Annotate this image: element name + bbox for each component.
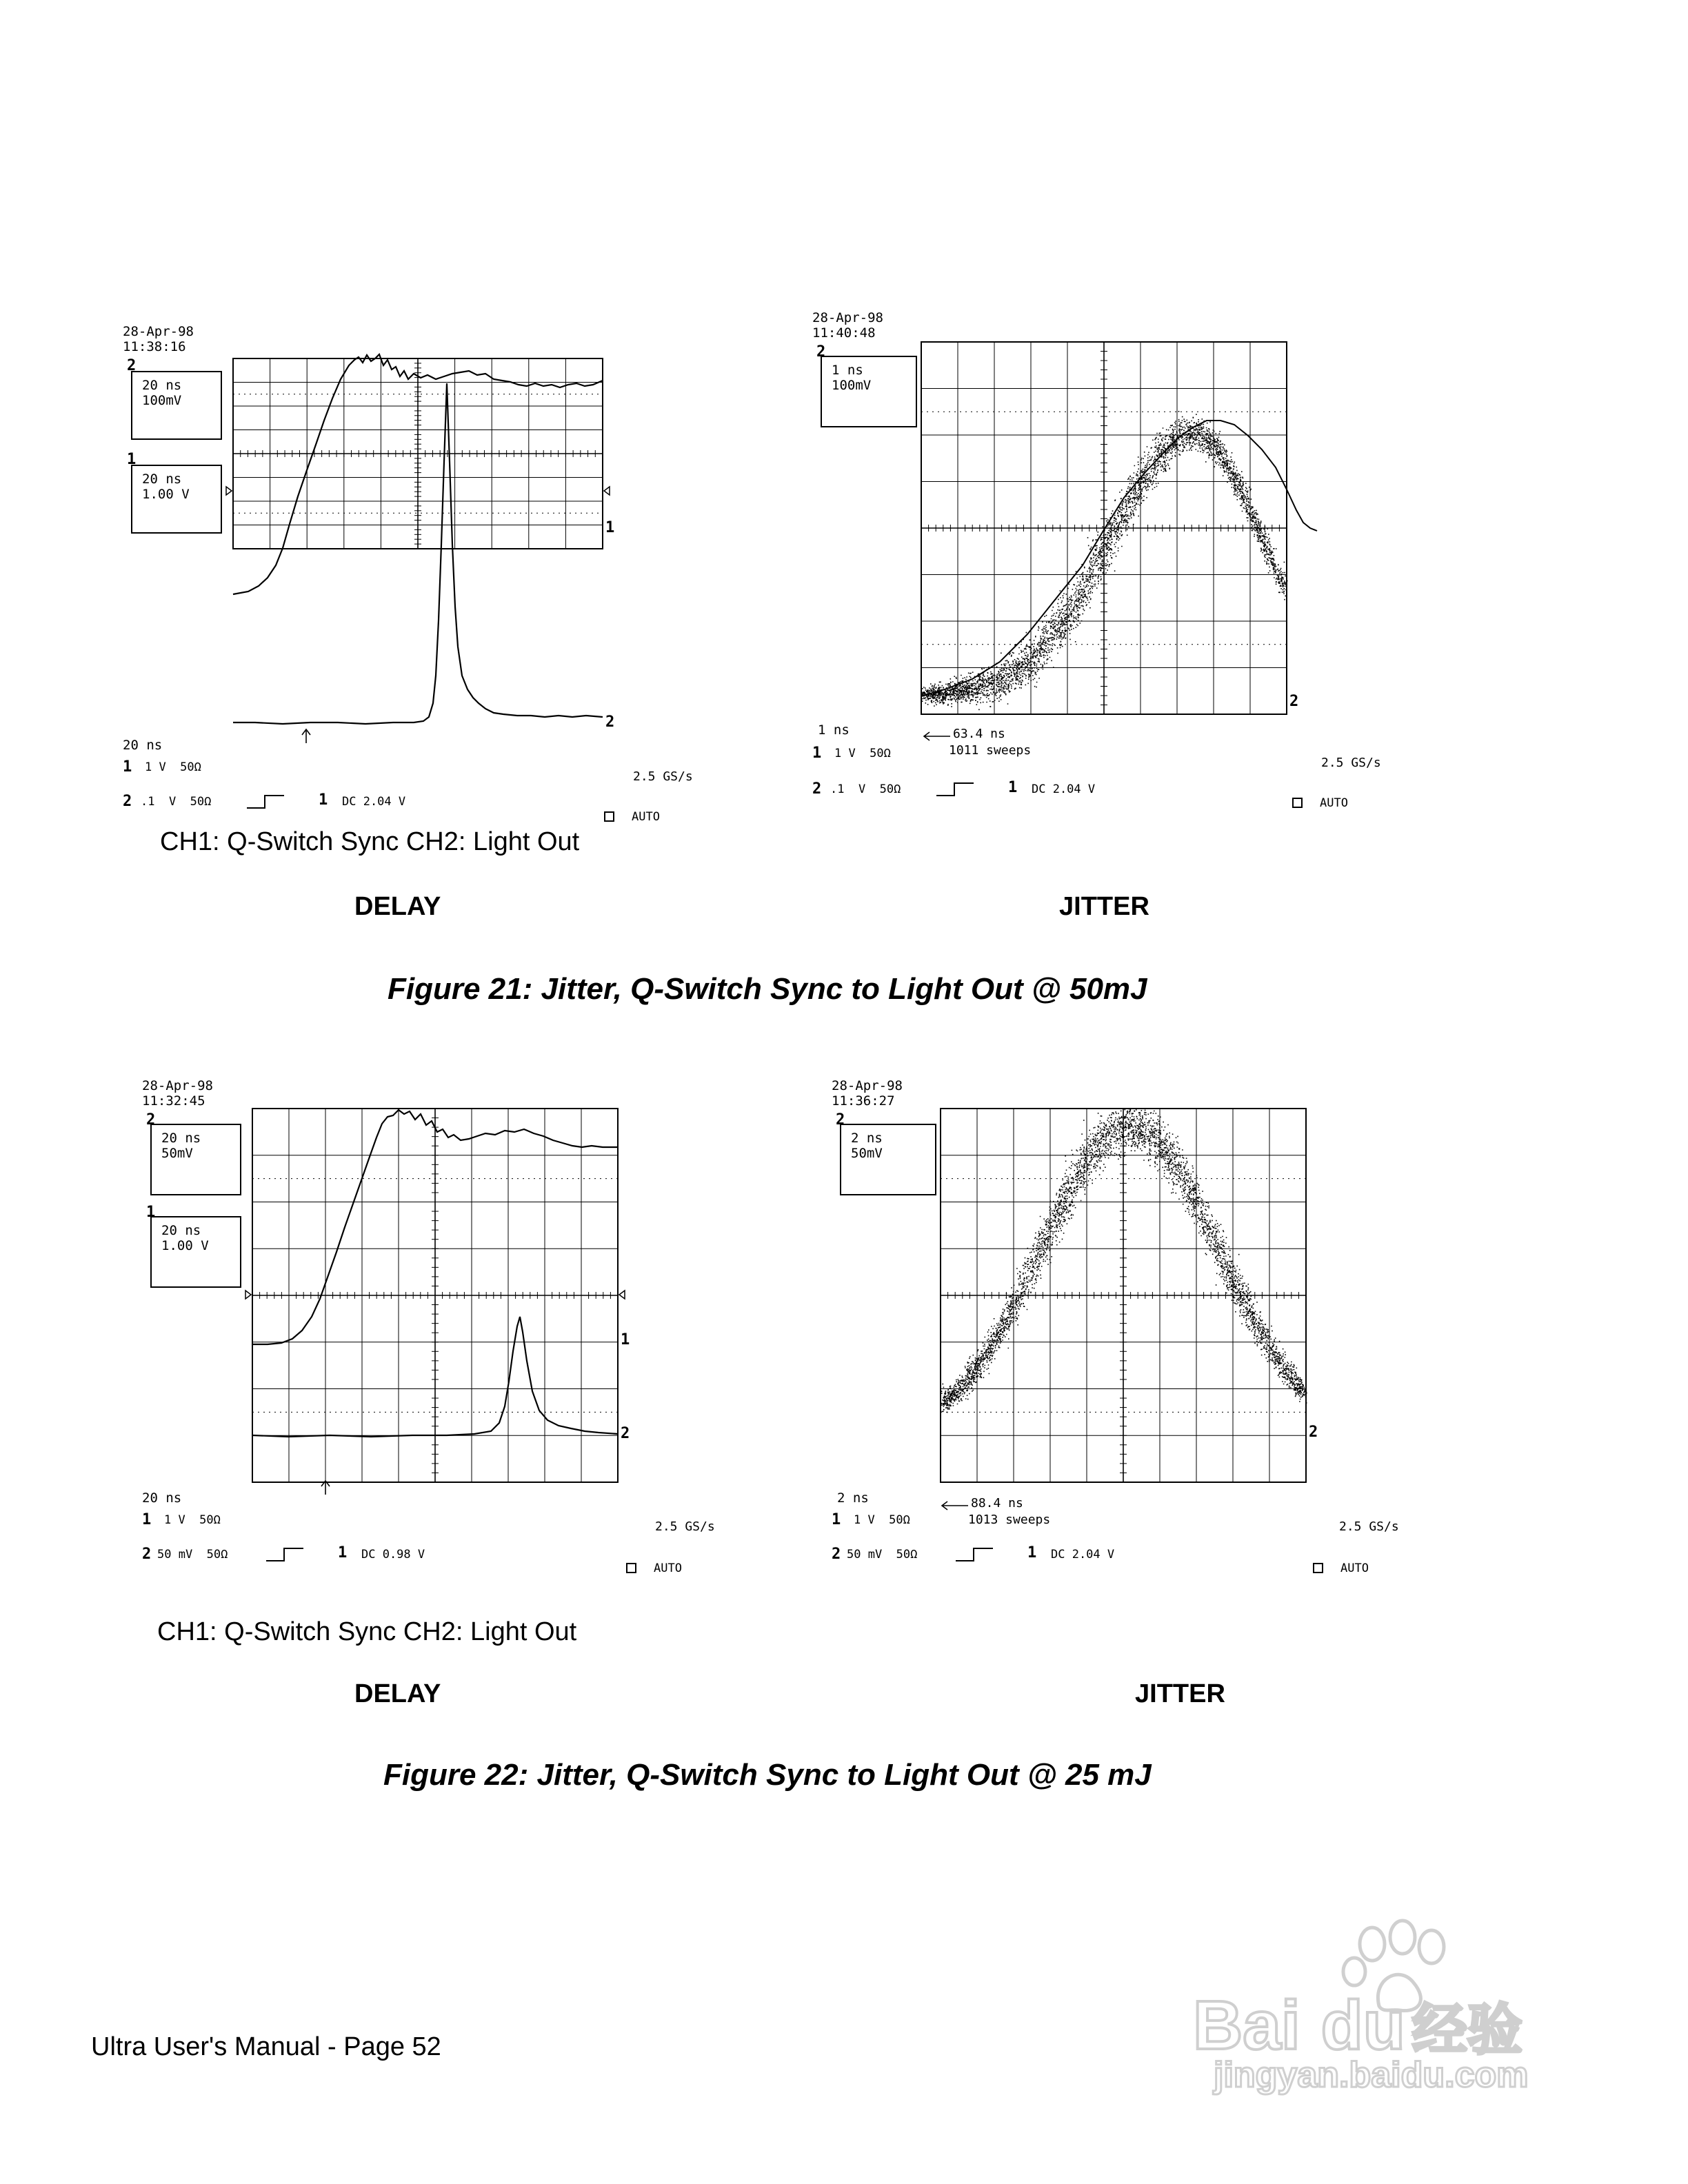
trigger-edge-icon [245,791,287,812]
offset-arrow-icon [923,731,952,742]
ch2-box-number: 2 [127,357,137,374]
watermark-brand-du: du [1320,1987,1405,2064]
sample-rate: 2.5 GS/s [1321,756,1381,770]
ch1-readout: 1 V 50Ω [164,1513,221,1527]
fig22-delay-scope [137,1071,730,1595]
ch1-readout-number: 1 [832,1511,841,1528]
ch2-timebase: 20 ns [161,1131,201,1146]
trigger-position-arrow [302,729,310,743]
offset-readout: 63.4 ns [953,727,1005,741]
acquire-mode-icon [1292,798,1303,808]
fig22-channel-caption: CH1: Q-Switch Sync CH2: Light Out [157,1617,577,1646]
baidu-watermark [1193,1917,1593,2095]
ch2-box-number: 2 [146,1111,156,1129]
ch1-box-number: 1 [146,1204,156,1221]
timebase-readout: 2 ns [837,1490,869,1506]
fig21-delay-label: DELAY [354,892,441,921]
ch2-timebase: 20 ns [142,378,182,393]
fig21-channel-caption: CH1: Q-Switch Sync CH2: Light Out [160,827,580,856]
acquire-mode-icon [626,1563,636,1573]
ch2-readout-number: 2 [123,793,132,810]
scope-time: 11:36:27 [832,1093,895,1109]
acquire-mode: AUTO [1320,796,1348,810]
scope-grid [233,358,603,549]
scope-screen [117,317,703,841]
ch1-ground-marker: 1 [605,519,615,536]
trigger-level-arrow-right [619,1291,625,1299]
ch1-volts: 1.00 V [142,487,190,502]
sample-rate: 2.5 GS/s [655,1519,715,1534]
fig22-title: Figure 22: Jitter, Q-Switch Sync to Light Out @ 25 mJ [383,1758,1152,1792]
jitter-scatter-cloud [941,1109,1307,1413]
trigger-source-number: 1 [319,791,328,809]
fig22-jitter-label: JITTER [1135,1679,1225,1708]
ch1-readout: 1 V 50Ω [145,760,201,774]
sweeps-readout: 1013 sweeps [968,1513,1051,1527]
offset-arrow-icon [941,1500,969,1511]
ch1-readout-number: 1 [142,1511,152,1528]
trigger-readout: DC 0.98 V [361,1548,425,1561]
scope-date: 28-Apr-98 [142,1078,213,1093]
jitter-scatter-cloud [921,412,1287,710]
scope-screen [826,1071,1447,1595]
fig21-delay-scope [117,317,703,841]
ch2-readout-number: 2 [142,1546,152,1563]
trigger-source-number: 1 [338,1544,348,1561]
trigger-readout: DC 2.04 V [1032,782,1096,796]
ch2-box-number: 2 [836,1111,845,1129]
ch2-ground-marker: 2 [1289,693,1299,710]
trigger-edge-icon [954,1544,996,1565]
ch2-readout-number: 2 [832,1546,841,1563]
fig21-jitter-label: JITTER [1059,892,1149,921]
trigger-readout: DC 2.04 V [1051,1548,1115,1561]
scope-time: 11:40:48 [812,325,876,341]
trigger-source-number: 1 [1027,1544,1037,1561]
acquire-mode: AUTO [654,1561,682,1575]
acquire-mode: AUTO [1340,1561,1369,1575]
ch2-box-number: 2 [816,343,826,361]
fig22-delay-label: DELAY [354,1679,441,1708]
ch1-readout: 1 V 50Ω [854,1513,910,1527]
watermark-brand-cn: 经验 [1411,1999,1523,2061]
ch2-timebase: 2 ns [851,1131,883,1146]
scope-date: 28-Apr-98 [812,310,883,325]
ch2-readout-number: 2 [812,780,822,798]
offset-readout: 88.4 ns [971,1496,1023,1510]
ch2-readout: .1 V 50Ω [141,795,212,809]
ch2-volts: 50mV [851,1146,883,1161]
ch2-readout: 50 mV 50Ω [847,1548,918,1561]
ch1-readout-number: 1 [812,745,822,762]
acquire-mode-icon [1313,1563,1323,1573]
scope-time: 11:38:16 [123,339,186,354]
ch2-ground-marker: 2 [605,714,615,731]
scope-grid [941,1109,1306,1482]
ch1-ground-marker: 1 [621,1331,630,1348]
timebase-readout: 20 ns [142,1490,182,1506]
fig21-title: Figure 21: Jitter, Q-Switch Sync to Light Out @ 50mJ [388,972,1147,1006]
trigger-edge-icon [265,1544,306,1565]
ch2-ground-marker: 2 [1309,1424,1318,1441]
ch2-ground-marker: 2 [621,1425,630,1442]
trigger-level-arrow-left [245,1291,251,1299]
ch1-timebase: 20 ns [142,472,182,487]
watermark-url: jingyan.baidu.com [1214,2055,1529,2095]
scope-date: 28-Apr-98 [123,324,194,339]
ch2-readout: 50 mV 50Ω [157,1548,228,1561]
fig21-jitter-scope [807,303,1427,841]
trigger-level-arrow-right [604,487,610,495]
ch2-readout: .1 V 50Ω [830,782,901,796]
sweeps-readout: 1011 sweeps [949,743,1032,758]
timebase-readout: 1 ns [818,722,850,738]
fig22-jitter-scope [826,1071,1447,1595]
trigger-source-number: 1 [1008,779,1018,796]
scope-time: 11:32:45 [142,1093,205,1109]
scope-screen [137,1071,730,1595]
ch2-volts: 100mV [142,393,182,408]
timebase-readout: 20 ns [123,738,163,753]
ch2-timebase: 1 ns [832,363,863,378]
trigger-edge-icon [935,779,976,800]
sample-rate: 2.5 GS/s [633,769,693,784]
sample-rate: 2.5 GS/s [1339,1519,1399,1534]
watermark-brand [1193,1985,1523,2065]
acquire-mode-icon [604,811,614,822]
average-trace [921,421,1317,696]
scope-date: 28-Apr-98 [832,1078,903,1093]
watermark-brand-bai: Bai [1193,1987,1300,2064]
ch1-volts: 1.00 V [161,1238,209,1253]
ch2-volts: 100mV [832,378,872,393]
ch1-box-number: 1 [127,451,137,468]
ch2-volts: 50mV [161,1146,193,1161]
ch1-readout: 1 V 50Ω [834,747,891,760]
scope-grid [921,342,1287,714]
trigger-readout: DC 2.04 V [342,795,406,809]
acquire-mode: AUTO [632,810,660,824]
trigger-level-arrow-left [226,487,232,495]
ch1-readout-number: 1 [123,758,132,776]
page-footer: Ultra User's Manual - Page 52 [91,2032,441,2061]
ch1-timebase: 20 ns [161,1223,201,1238]
